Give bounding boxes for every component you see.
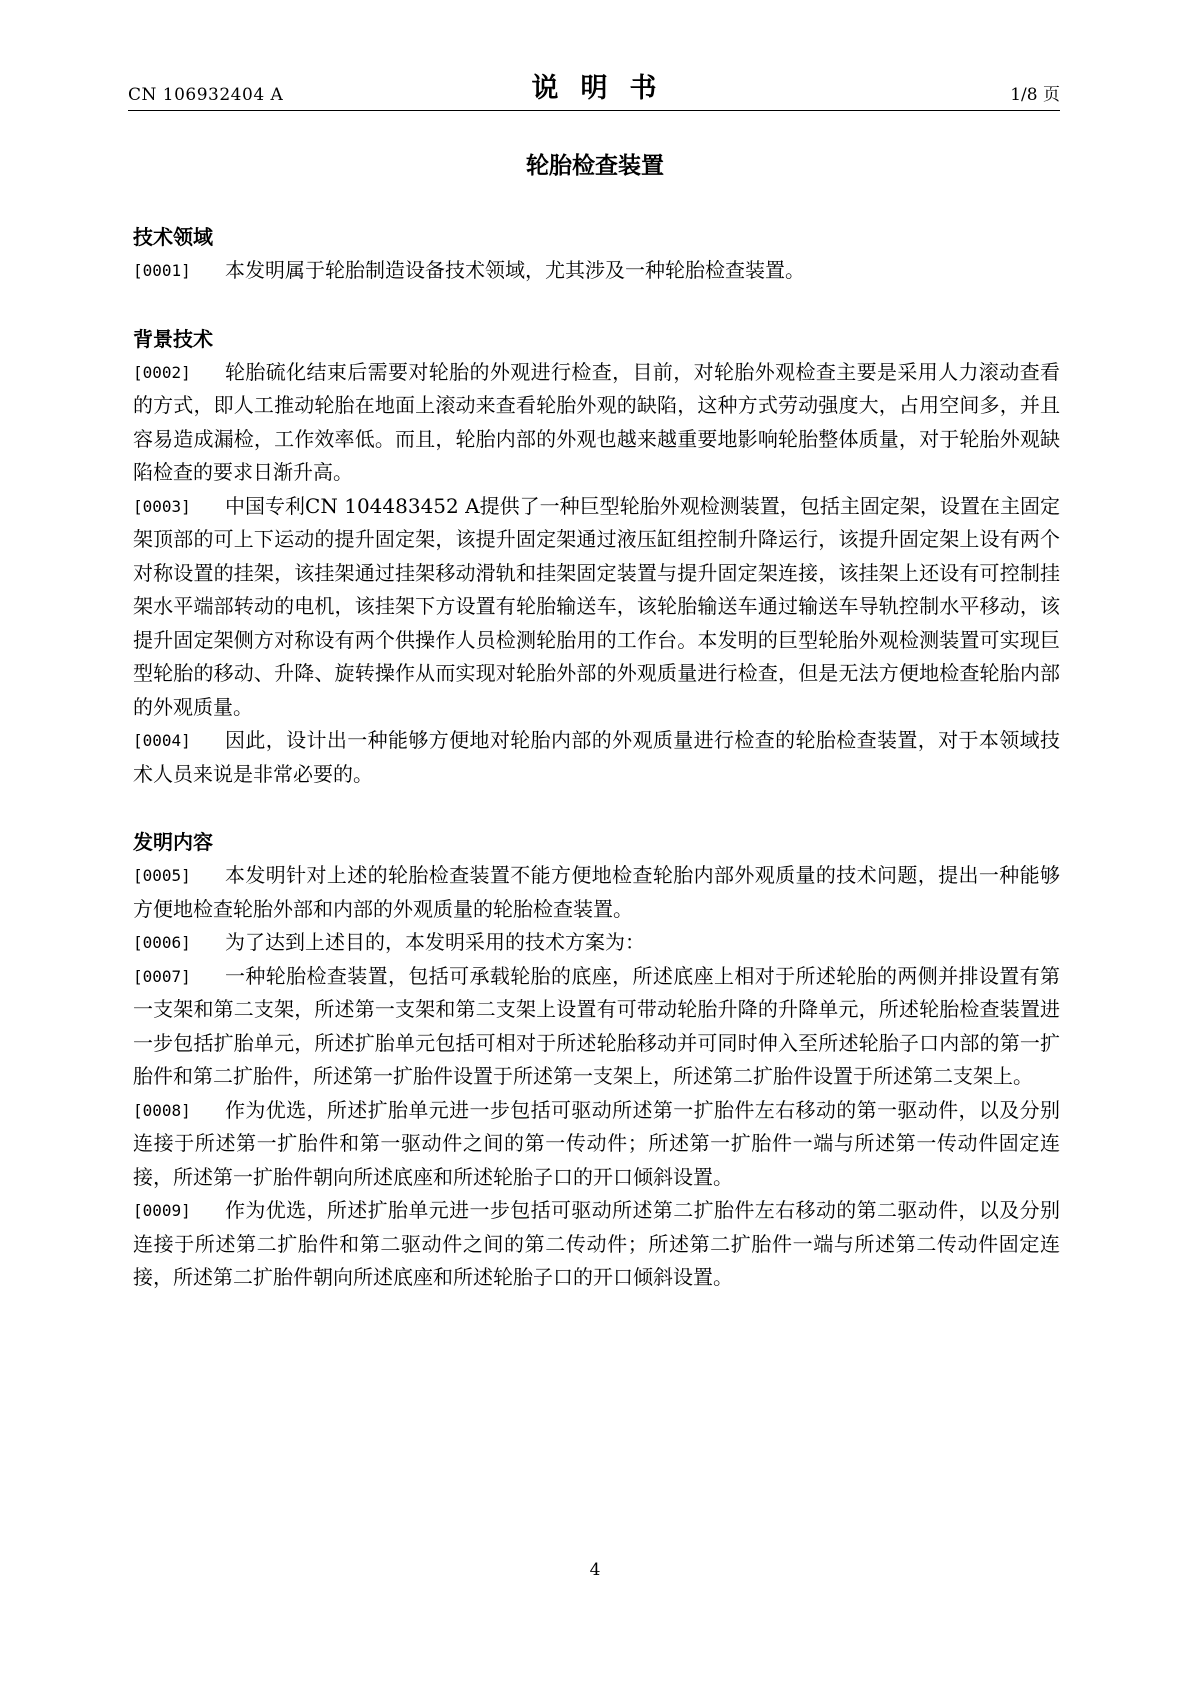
paragraph-text: 作为优选，所述扩胎单元进一步包括可驱动所述第一扩胎件左右移动的第一驱动件，以及分别连接于所述第一扩胎件和第一驱动件之间的第一传动件；所述第一扩胎件一端与所述第一传动件固定连接，所述第一扩胎件朝向所述底座和所述轮胎子口的开口倾斜设置。: [133, 1097, 1060, 1189]
paragraph-text: 因此，设计出一种能够方便地对轮胎内部的外观质量进行检查的轮胎检查装置，对于本领域技术人员来说是非常必要的。: [133, 728, 1060, 786]
paragraph-text: 本发明属于轮胎制造设备技术领域，尤其涉及一种轮胎检查装置。: [225, 258, 805, 282]
paragraph: [133, 859, 1060, 926]
section-heading: 背景技术: [133, 326, 213, 351]
page-number: 4: [589, 1560, 601, 1580]
page-header: [128, 66, 1060, 111]
paragraph: [133, 724, 1060, 791]
paragraph-text: 一种轮胎检查装置，包括可承载轮胎的底座，所述底座上相对于所述轮胎的两侧并排设置有第一支架和第二支架，所述第一支架和第二支架上设置有可带动轮胎升降的升降单元，所述轮胎检查装置进一步包括扩胎单元，所述扩胎单元包括可相对于所述轮胎移动并可同时伸入至所述轮胎子口内部的第一扩胎件和第二扩胎件，所述第一扩胎件设置于所述第一支架上，所述第二扩胎件设置于所述第二支架上。: [133, 963, 1060, 1088]
paragraph-text: 为了达到上述目的，本发明采用的技术方案为：: [225, 930, 645, 954]
paragraph: [133, 356, 1060, 490]
paragraph-number: [0001]: [133, 261, 191, 280]
paragraph-number: [0002]: [133, 362, 191, 382]
paragraph: [133, 1094, 1060, 1195]
paragraph-text: 作为优选，所述扩胎单元进一步包括可驱动所述第二扩胎件左右移动的第二驱动件，以及分别连接于所述第二扩胎件和第二驱动件之间的第二传动件；所述第二扩胎件一端与所述第二传动件固定连接，所述第二扩胎件朝向所述底座和所述轮胎子口的开口倾斜设置。: [133, 1198, 1060, 1289]
paragraph-text: 中国专利CN 104483452 A提供了一种巨型轮胎外观检测装置，包括主固定架，设置在主固定架顶部的可上下运动的提升固定架，该提升固定架通过液压缸组控制升降运行，该提升固定架上设有两个对称设置的挂架，该挂架通过挂架移动滑轨和挂架固定装置与提升固定架连接，该挂架上还设有可控制挂架水平端部转动的电机，该挂架下方设置有轮胎输送车，该轮胎输送车通过输送车导轨控制水平移动，该提升固定架侧方对称设有两个供操作人员检测轮胎用的工作台。本发明的巨型轮胎外观检测装置可实现巨型轮胎的移动、升降、旋转操作从而实现对轮胎外部的外观质量进行检查，但是无法方便地检查轮胎内部的外观质量。: [133, 493, 1060, 719]
document-title: 轮胎检查装置: [526, 153, 664, 179]
publication-number: CN 106932404 A: [128, 85, 284, 105]
paragraph: [133, 960, 1060, 1094]
page-info: 1/8 页: [1010, 85, 1060, 105]
paragraph: [133, 254, 1060, 288]
paragraph-number: [0009]: [133, 1201, 191, 1220]
paragraph: [133, 490, 1060, 725]
paragraph: [133, 926, 1060, 960]
paragraph: [133, 1194, 1060, 1295]
document-body: [133, 220, 1060, 1295]
paragraph-text: 本发明针对上述的轮胎检查装置不能方便地检查轮胎内部外观质量的技术问题，提出一种能够方便地检查轮胎外部和内部的外观质量的轮胎检查装置。: [133, 863, 1060, 921]
paragraph-number: [0003]: [133, 496, 191, 516]
section-background: [133, 322, 1060, 792]
section-technical-field: [133, 220, 1060, 288]
paragraph-number: [0005]: [133, 866, 191, 885]
section-heading: 发明内容: [133, 830, 213, 854]
document-type: 说明书: [531, 73, 679, 104]
paragraph-number: [0008]: [133, 1100, 191, 1120]
section-heading: 技术领域: [133, 225, 213, 249]
paragraph-text: 轮胎硫化结束后需要对轮胎的外观进行检查，目前，对轮胎外观检查主要是采用人力滚动查看的方式，即人工推动轮胎在地面上滚动来查看轮胎外观的缺陷，这种方式劳动强度大，占用空间多，并且容易造成漏检，工作效率低。而且，轮胎内部的外观也越来越重要地影响轮胎整体质量，对于轮胎外观缺陷检查的要求日渐升高。: [133, 359, 1060, 484]
paragraph-number: [0006]: [133, 933, 191, 952]
section-summary: [133, 825, 1060, 1295]
paragraph-number: [0007]: [133, 966, 191, 986]
paragraph-number: [0004]: [133, 731, 191, 750]
